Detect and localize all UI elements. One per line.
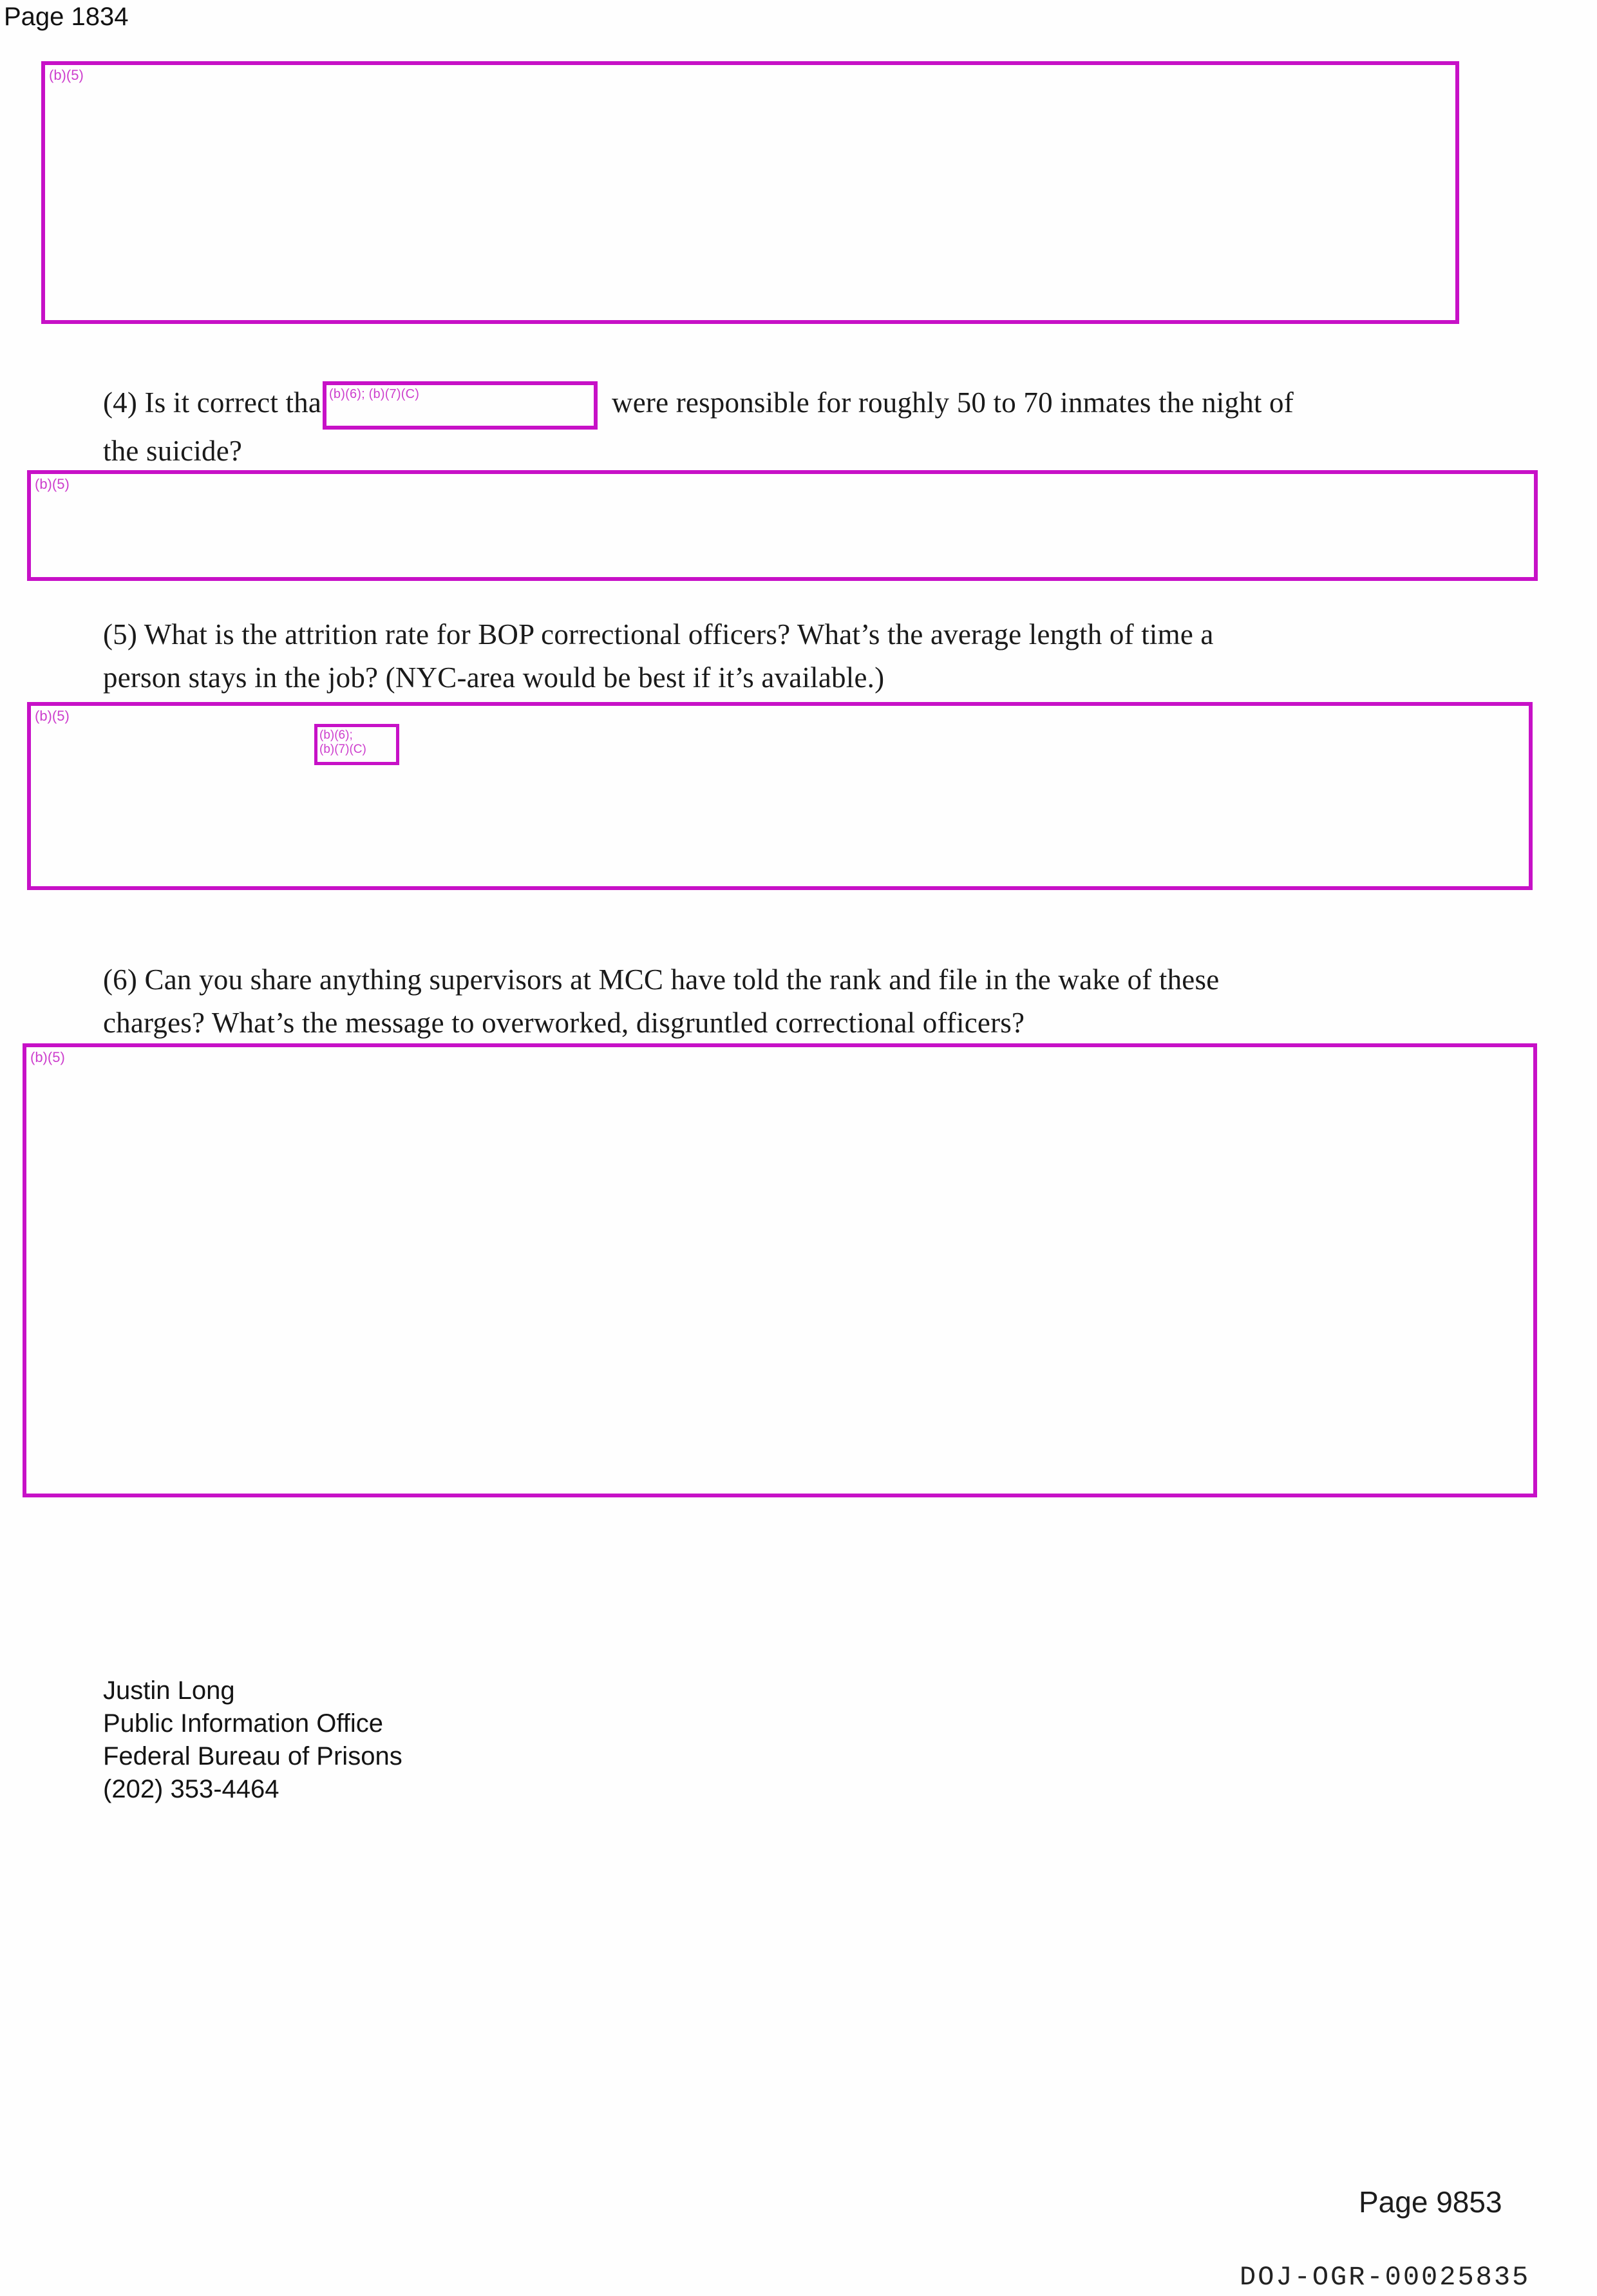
signature-office: Public Information Office (103, 1709, 384, 1738)
redaction-label-line-1: (b)(6); (319, 728, 353, 742)
question-5-line-1: (5) What is the attrition rate for BOP correctional officers? What’s the average length of time a (103, 618, 1214, 650)
redaction-box-3 (27, 702, 1533, 890)
redaction-label-b5: (b)(5) (49, 67, 84, 83)
question-5-line-2: person stays in the job? (NYC-area would be best if it’s available.) (103, 661, 885, 694)
q4-inline-redaction-label: (b)(6); (b)(7)(C) (329, 387, 420, 402)
question-6 (103, 958, 1545, 1045)
redaction-label-b5: (b)(5) (35, 708, 70, 724)
question-6-line-2: charges? What’s the message to overworked, disgruntled correctional officers? (103, 1007, 1025, 1039)
question-5 (103, 613, 1545, 699)
question-4-line-1 (103, 381, 1545, 430)
page-number-top: Page 1834 (4, 3, 129, 31)
signature-phone: (202) 353-4464 (103, 1775, 279, 1803)
redaction-label-line-2: (b)(7)(C) (319, 743, 366, 756)
redaction-box-4 (23, 1043, 1537, 1497)
question-4-line-2: the suicide? (103, 435, 243, 468)
redaction-box-1 (41, 61, 1459, 324)
question-6-line-1: (6) Can you share anything supervisors at MCC have told the rank and file in the wake of these (103, 963, 1220, 996)
redaction-label-b5: (b)(5) (30, 1049, 65, 1065)
signature-agency: Federal Bureau of Prisons (103, 1742, 402, 1770)
question-4 (103, 381, 1545, 473)
q4-inline-redaction-box (323, 381, 598, 430)
bates-number: DOJ-OGR-00025835 (1240, 2262, 1531, 2293)
page-number-bottom: Page 9853 (1359, 2185, 1502, 2219)
question-4-text-pre: (4) Is it correct tha (103, 386, 322, 419)
redaction-box-3-inner (314, 724, 399, 765)
question-4-text-post: were responsible for roughly 50 to 70 inmates the night of (612, 386, 1294, 419)
signature-block (103, 1675, 402, 1806)
redaction-label-b5: (b)(5) (35, 476, 70, 492)
redaction-label-b6-b7c (319, 728, 366, 757)
signature-name: Justin Long (103, 1676, 235, 1705)
redaction-box-2 (27, 470, 1538, 581)
